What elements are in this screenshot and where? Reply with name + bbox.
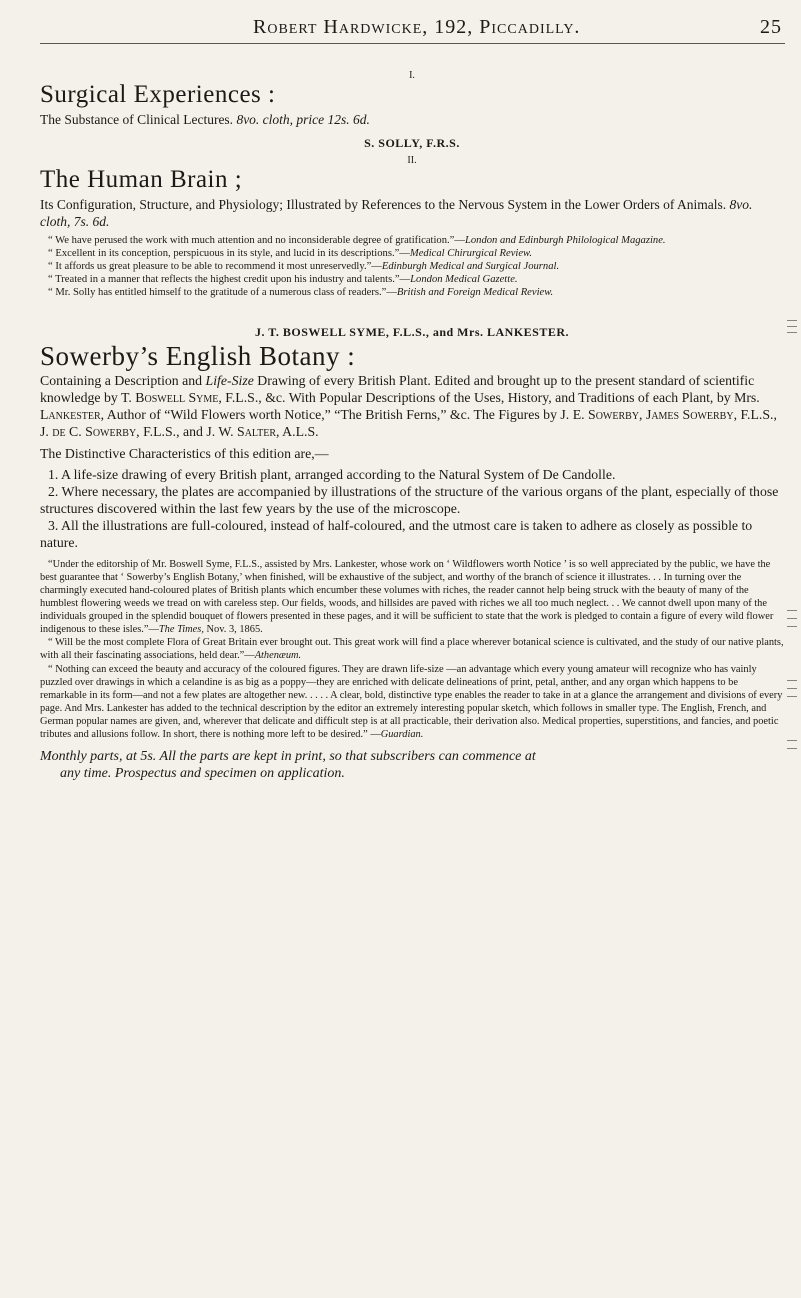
intro-text: , F.L.S., &c. With Popular Descriptions of the Uses, History, and Traditions of each Plant, by Mrs. [218,390,760,405]
feature-list [40,466,784,551]
review-quote [40,637,784,663]
quote-source: Athenæum. [254,650,302,662]
book-description [40,196,784,230]
quote-source: The Times, [158,623,204,635]
quote-text: “ Nothing can exceed the beauty and accuracy of the coloured figures. They are drawn life-size —an advantage which every young amateur will recognize who has vainly puzzled over drawings in which a celandine is as big as a poppy—they are enriched with delicate delineations of print, petal, anther, and any organ which happens to be remarkable in its form—and not a few plates are altogether new. . . . . A clear, bold, distinctive type enables the reader to take in at a glance the arrangement and divisions of every page. And Mrs. Lankester has added to the technical description by the editor an extremely interesting popular sketch, which follows in smaller type. The English, French, and German popular names are given, and, wherever that delicate and difficult step is at all practicable, their derivation also. Medical properties, superstitions, and fancies, and poetic tributes and allusions follow. In short, there is nothing more left to be desired.” — [40,664,783,740]
quote-source: British and Foreign Medical Review. [396,287,554,298]
quote-text: “ Will be the most complete Flora of Great Britain ever brought out. This great work will find a place wherever botanical science is cultivated, and the study of our native plants, with all their fascinating associations, held dear.”— [40,637,784,662]
quote-text: “ Excellent in its conception, perspicuous in its style, and lucid in its descriptions.”— [48,248,410,259]
description-text: The Substance of Clinical Lectures. [40,112,234,127]
format-price: 8vo. cloth, price 12s. 6d. [236,112,370,127]
list-item: 1. A life-size drawing of every British plant, arranged according to the Natural System of De Candolle. [48,467,616,482]
quote-text: “ Treated in a manner that reflects the highest credit upon his industry and talents.”— [48,274,411,285]
illustrator-name: Sowerby [588,407,640,422]
running-head [0,16,801,38]
quote-source: London and Edinburgh Philological Magazine. [464,235,666,246]
list-item: 2. Where necessary, the plates are accompanied by illustrations of the structure of the various organs of the plant, especially of those structures discovered within the last few years by the use of the microscope. [40,484,779,516]
subscription-note [40,748,784,782]
review-quote [40,664,784,741]
book-intro [40,372,784,551]
distinctive-heading: The Distinctive Characteristics of this edition are,— [40,446,329,461]
subscription-line: any time. Prospectus and specimen on application. [60,765,345,781]
author-line: S. SOLLY, F.R.S. [364,136,460,150]
author-line: J. T. BOSWELL SYME, F.L.S., and Mrs. LANKESTER. [254,325,570,339]
quote-text: “ We have perused the work with much attention and no inconsiderable degree of gratification.”— [48,235,465,246]
book-title: Surgical Experiences : [40,81,276,108]
intro-text: , [639,407,646,422]
page-number: 25 [760,16,782,38]
illustrator-name: James Sowerby [645,407,734,422]
intro-text: , A.L.S. [276,424,319,439]
intro-text: Containing a Description and [40,373,206,388]
editor-name: Boswell Syme [135,390,219,405]
book-title: The Human Brain ; [40,166,243,193]
entry-human-brain [40,155,784,299]
review-quote [40,559,784,636]
intro-text: , F.L.S., and J. W. [136,424,238,439]
quote-text: “ It affords us great pleasure to be able to recommend it most unreservedly.”— [48,261,382,272]
review-quote [40,247,784,260]
quote-text: “ Mr. Solly has entitled himself to the gratitude of a numerous class of readers.”— [48,287,397,298]
book-title: Sowerby’s English Botany : [40,341,356,371]
header-rule [40,43,785,44]
quote-source: London Medical Gazette. [410,274,518,285]
entry-numeral: II. [407,155,417,166]
review-quotes [40,559,784,742]
intro-text: , F.L.S., J. [40,407,777,439]
entry-surgical-experiences [40,70,784,151]
description-text: Its Configuration, Structure, and Physiology; Illustrated by References to the Nervous System in the Lower Orders of Animals. [40,197,727,212]
publisher-heading: Robert Hardwicke, 192, Piccadilly. [253,16,581,38]
quote-date: Nov. 3, 1865. [203,623,263,635]
review-quotes [40,234,784,299]
contributor-name: Lankester [40,407,101,422]
review-quote [40,234,784,247]
quote-source: Guardian. [380,728,424,740]
illustrator-name: Salter [237,424,277,439]
quote-source: Medical Chirurgical Review. [409,248,532,259]
review-quote [40,273,784,286]
review-quote [40,286,784,299]
illustrator-name: de C. Sowerby [52,424,137,439]
entry-sowerby-botany [40,325,784,782]
intro-text: , Author of “Wild Flowers worth Notice,” “The British Ferns,” &c. The Figures by J. E. [100,407,589,422]
advertisement-content [40,70,784,782]
quote-source: Edinburgh Medical and Surgical Journal. [381,261,560,272]
book-description [40,111,784,128]
page-edge-marks [781,300,801,800]
intro-italic: Life-Size [205,373,254,388]
quote-text: “Under the editorship of Mr. Boswell Syme, F.L.S., assisted by Mrs. Lankester, whose work on ‘ Wildflowers worth Notice ’ is so well appreciated by the public, we have the best guarantee that ‘ Sowerby’s English Botany,’ when finished, will be exhaustive of the subject, and worthy of the branch of science it illustrates. . . In turning over the charmingly executed hand-coloured plates of British plants which encumber these volumes with riches, the reader cannot help being struck with the beauty of many of the humblest flowering weeds we tread on with careless step. Our fields, woods, and hillsides are paved with riches we all too much neglect. . . We cannot dwell upon many of the individuals grouped in the splendid bouquet of flowers presented in these pages, and it will be sufficient to state that the work is pledged to contain a figure of every wild flower indigenous to these isles.”— [40,559,774,635]
intro-text: Drawing of every British Plant. Edited and brought up to the present standard of scientific knowledge by T. [40,373,755,405]
intro-paragraph [40,372,784,440]
subscription-line: Monthly parts, at 5s. All the parts are kept in print, so that subscribers can commence at [40,748,536,764]
list-item: 3. All the illustrations are full-coloured, instead of half-coloured, and the utmost care is taken to adhere as closely as possible to nature. [40,518,753,550]
review-quote [40,260,784,273]
format-price: 8vo. cloth, 7s. 6d. [40,197,753,229]
entry-numeral: I. [409,70,415,81]
